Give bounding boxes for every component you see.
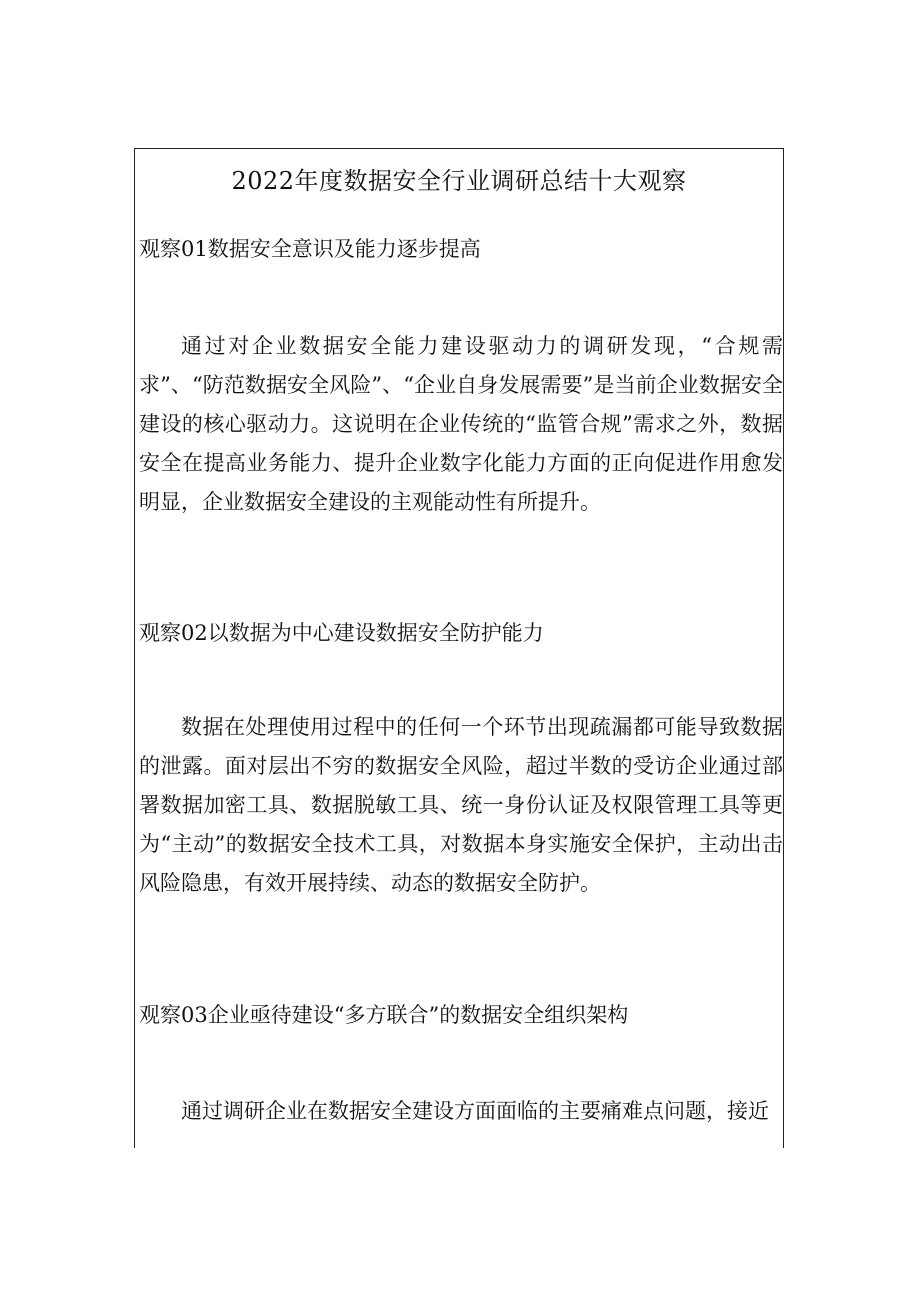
section-body-02: 数据在处理使用过程中的任何一个环节出现疏漏都可能导致数据的泄露。面对层出不穷的数据安全风险，超过半数的受访企业通过部署数据加密工具、数据脱敏工具、统一身份认证及权限管理工具等更为“主动”的数据安全技术工具，对数据本身实施安全保护，主动出击风险隐患，有效开展持续、动态的数据安全防护。 [139,715,783,895]
section-heading-03: 观察03企业亟待建设“多方联合”的数据安全组织架构 [139,1003,629,1027]
section-heading-01: 观察01数据安全意识及能力逐步提高 [139,237,481,261]
section-body-01: 通过对企业数据安全能力建设驱动力的调研发现，“合规需求”、“防范数据安全风险”、“企业自身发展需要”是当前企业数据安全建设的核心驱动力。这说明在企业传统的“监管合规”需求之外，数据安全在提高业务能力、提升企业数字化能力方面的正向促进作用愈发明显，企业数据安全建设的主观能动性有所提升。 [139,334,783,514]
document-title: 2022年度数据安全行业调研总结十大观察 [231,167,687,195]
section-heading-02: 观察02以数据为中心建设数据安全防护能力 [139,621,544,645]
section-body-03: 通过调研企业在数据安全建设方面面临的主要痛难点问题，接近 [181,1099,769,1123]
document-page [134,148,784,1148]
